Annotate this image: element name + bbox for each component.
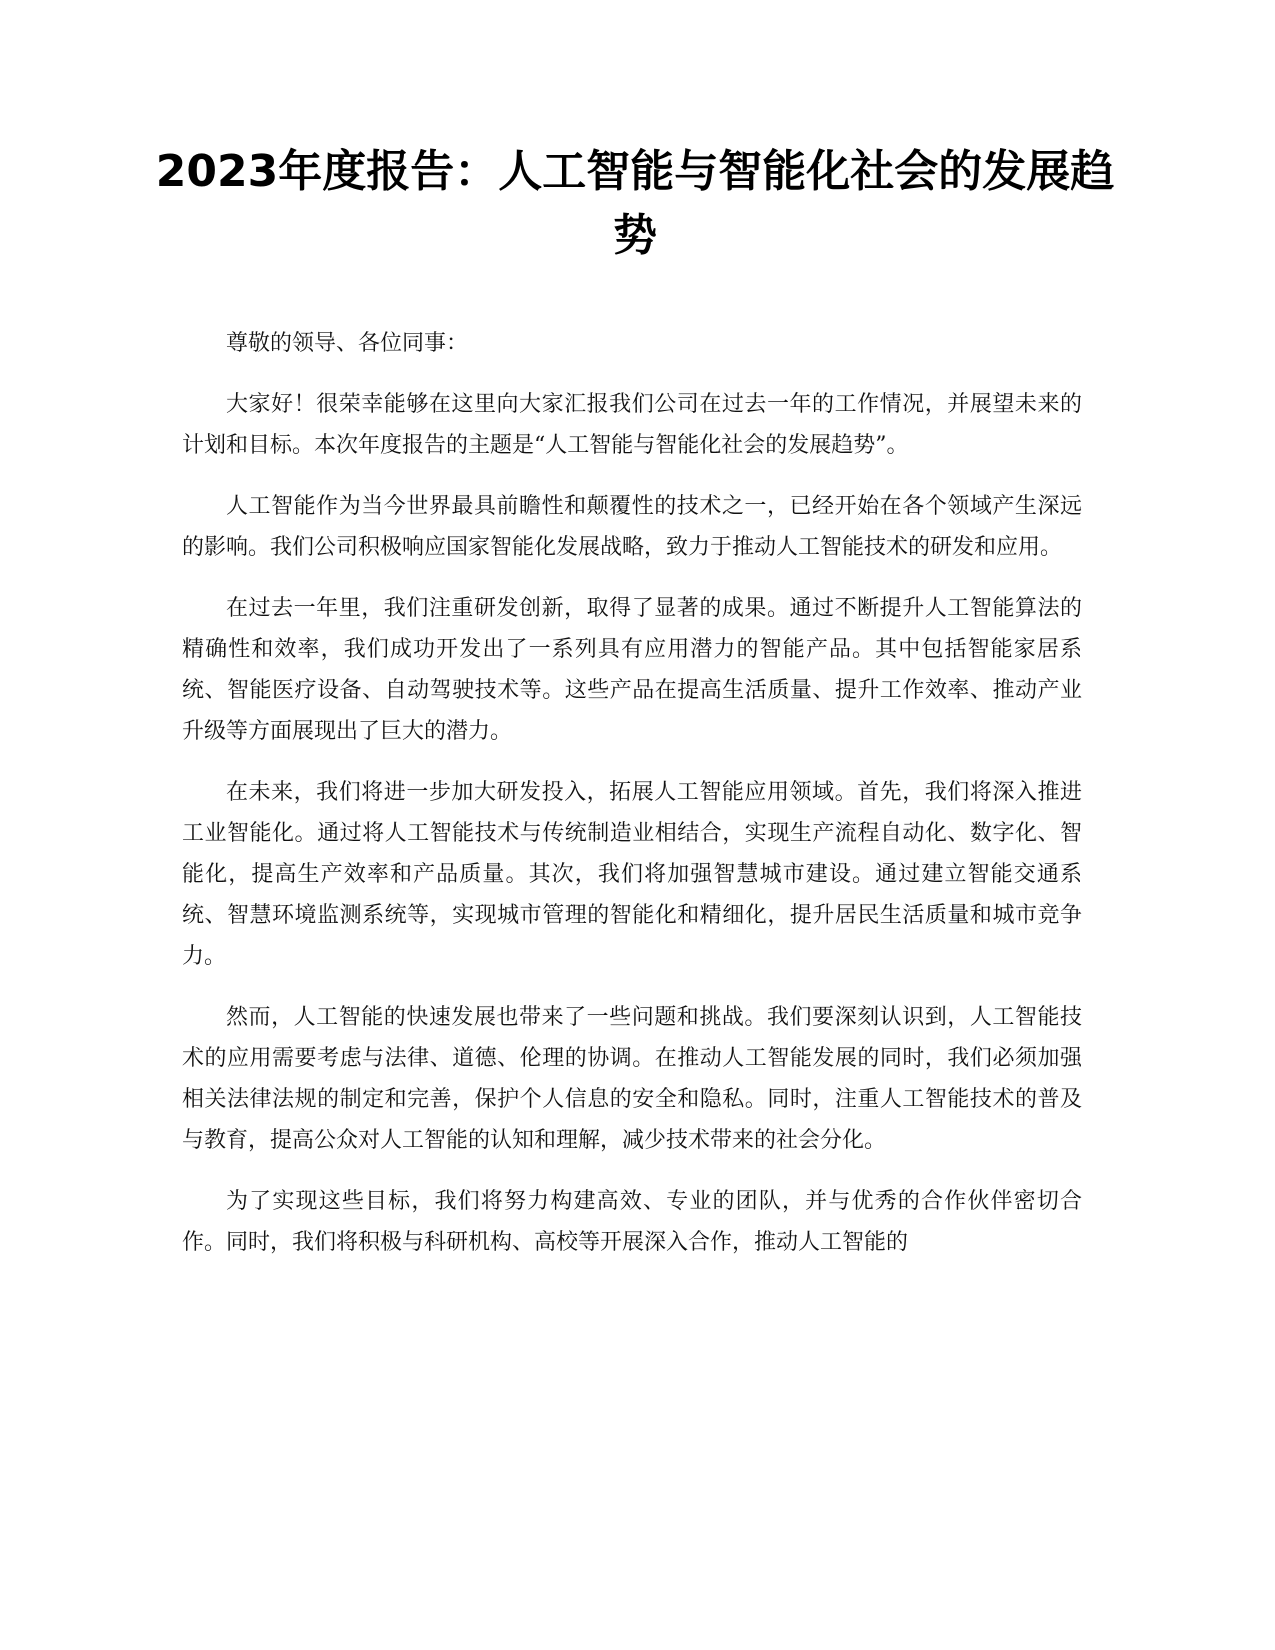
salutation: 尊敬的领导、各位同事： [226, 331, 469, 356]
paragraph-3: 在过去一年里，我们注重研发创新，取得了显著的成果。通过不断提升人工智能算法的精确性和效率，我们成功开发出了一系列具有应用潜力的智能产品。其中包括智能家居系统、智能医疗设备、自动驾驶技术等。这些产品在提高生活质量、提升工作效率、推动产业升级等方面展现出了巨大的潜力。 [182, 596, 1082, 744]
paragraph-2: 人工智能作为当今世界最具前瞻性和颠覆性的技术之一，已经开始在各个领域产生深远的影响。我们公司积极响应国家智能化发展战略，致力于推动人工智能技术的研发和应用。 [182, 494, 1082, 560]
paragraph-1: 大家好！很荣幸能够在这里向大家汇报我们公司在过去一年的工作情况，并展望未来的计划和目标。本次年度报告的主题是“人工智能与智能化社会的发展趋势”。 [182, 392, 1082, 458]
paragraph-5: 然而，人工智能的快速发展也带来了一些问题和挑战。我们要深刻认识到，人工智能技术的应用需要考虑与法律、道德、伦理的协调。在推动人工智能发展的同时，我们必须加强相关法律法规的制定和完善，保护个人信息的安全和隐私。同时，注重人工智能技术的普及与教育，提高公众对人工智能的认知和理解，减少技术带来的社会分化。 [182, 1005, 1082, 1153]
document-title: 2023年度报告：人工智能与智能化社会的发展趋势 [155, 146, 1115, 261]
paragraph-4: 在未来，我们将进一步加大研发投入，拓展人工智能应用领域。首先，我们将深入推进工业智能化。通过将人工智能技术与传统制造业相结合，实现生产流程自动化、数字化、智能化，提高生产效率和产品质量。其次，我们将加强智慧城市建设。通过建立智能交通系统、智慧环境监测系统等，实现城市管理的智能化和精细化，提升居民生活质量和城市竞争力。 [182, 780, 1082, 969]
document-body [182, 323, 1082, 1283]
paragraph-6: 为了实现这些目标，我们将努力构建高效、专业的团队，并与优秀的合作伙伴密切合作。同时，我们将积极与科研机构、高校等开展深入合作，推动人工智能的 [182, 1189, 1082, 1255]
